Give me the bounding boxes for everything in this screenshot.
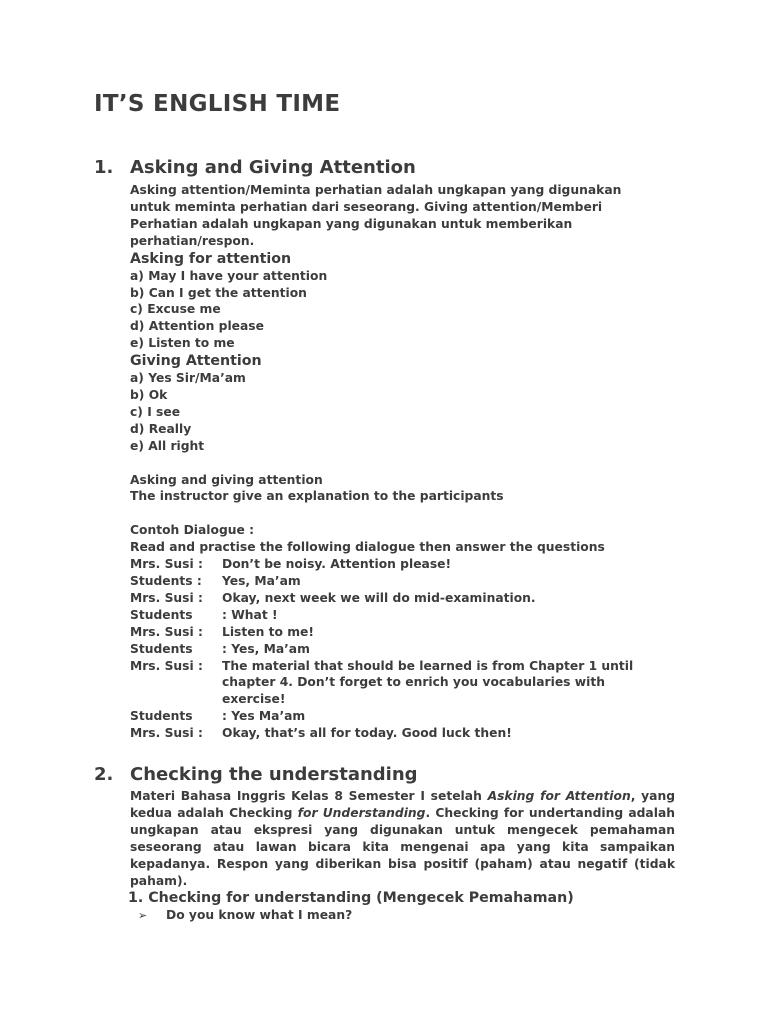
dialogue-text: : What ! (222, 607, 278, 622)
bullet-text: Do you know what I mean? (166, 908, 353, 923)
paragraph-text: . Checking for undertanding adalah ungkapan atau ekspresi yang digunakan untuk mengecek pemahaman seseorang atau lawan bicara kita mengenai apa yang kita sampaikan kepadanya. Respon yang diberikan bisa positif (paham) atau negatif (tidak paham). (130, 805, 675, 888)
list-item: e) All right (130, 438, 205, 453)
intro-line: perhatian/respon. (130, 233, 255, 248)
list-item: c) Excuse me (130, 302, 221, 317)
paragraph-text: , yang kedua adalah Checking (130, 789, 676, 820)
intro-line: untuk meminta perhatian dari seseorang. Giving attention/Memberi (130, 199, 603, 214)
dialogue-speaker: Students : (130, 574, 202, 588)
asking-for-attention-heading: Asking for attention (130, 250, 292, 267)
dialogue-line (130, 725, 675, 742)
section-1-number: 1. (94, 157, 114, 178)
dialogue-speaker: Mrs. Susi : (130, 624, 203, 639)
list-item: b) Ok (130, 388, 168, 403)
section-1-heading (94, 157, 416, 178)
dialogue-speaker: Mrs. Susi : (130, 590, 203, 605)
list-item: d) Really (130, 421, 192, 436)
list-item: a) Yes Sir/Ma’am (130, 371, 246, 386)
section-2-heading (94, 764, 418, 785)
dialogue-line (130, 641, 675, 658)
bullet-item (138, 907, 675, 925)
dialogue-line (130, 556, 675, 573)
page-title: IT’S ENGLISH TIME (94, 91, 341, 117)
dialogue-text: Okay, that’s all for today. Good luck then! (222, 726, 512, 741)
dialogue-speaker: Mrs. Susi : (130, 726, 203, 741)
paragraph-text: Materi Bahasa Inggris Kelas 8 Semester I setelah (130, 789, 488, 803)
dialogue-line (130, 708, 675, 725)
dialogue-text: : Yes, Ma’am (222, 641, 310, 656)
list-item: e) Listen to me (130, 336, 235, 351)
checking-understanding-subheading: 1. Checking for understanding (Mengecek Pemahaman) (128, 890, 574, 907)
dialogue-speaker: Mrs. Susi : (130, 557, 203, 572)
dialogue-speaker: Students (130, 607, 193, 622)
giving-attention-heading: Giving Attention (130, 353, 262, 370)
context-line: Asking and giving attention (130, 472, 323, 487)
section-2-paragraph (130, 788, 675, 889)
dialogue-line (130, 573, 675, 590)
paragraph-italic: Asking for Attention (487, 789, 631, 803)
list-item: d) Attention please (130, 319, 264, 334)
dialogue-text: Okay, next week we will do mid-examination. (222, 590, 536, 605)
dialogue-speaker: Students (130, 641, 193, 656)
intro-line: Perhatian adalah ungkapan yang digunakan untuk memberikan (130, 216, 573, 231)
dialogue-speaker: Mrs. Susi : (130, 658, 203, 673)
section-2-title: Checking the understanding (130, 764, 418, 785)
dialogue-text: Don’t be noisy. Attention please! (222, 557, 452, 572)
list-item: a) May I have your attention (130, 268, 328, 283)
list-item: b) Can I get the attention (130, 285, 307, 300)
dialogue-line (130, 590, 675, 607)
dialogue-text: : Yes Ma’am (222, 709, 306, 724)
arrowhead-bullet-icon: ➢ (138, 909, 148, 923)
list-item: c) I see (130, 404, 181, 419)
dialogue-line (130, 624, 675, 641)
section-1-body (130, 182, 675, 742)
section-1-title: Asking and Giving Attention (130, 157, 416, 178)
section-2-body (130, 788, 675, 925)
dialogue-text: Yes, Ma’am (222, 574, 301, 588)
dialogue-instruction: Read and practise the following dialogue then answer the questions (130, 540, 605, 555)
intro-line: Asking attention/Meminta perhatian adalah ungkapan yang digunakan (130, 183, 622, 197)
dialogue-speaker: Students (130, 709, 193, 724)
dialogue-line (130, 607, 675, 624)
dialogue-text: Listen to me! (222, 624, 314, 639)
dialogue-line (130, 658, 675, 709)
dialogue-label: Contoh Dialogue : (130, 523, 255, 538)
paragraph-italic: for Understanding (297, 805, 426, 820)
dialogue-text: The material that should be learned is from Chapter 1 until chapter 4. Don’t forget to enrich you vocabularies with exercise! (222, 658, 634, 707)
context-line: The instructor give an explanation to the participants (130, 489, 504, 504)
section-2-number: 2. (94, 764, 114, 785)
